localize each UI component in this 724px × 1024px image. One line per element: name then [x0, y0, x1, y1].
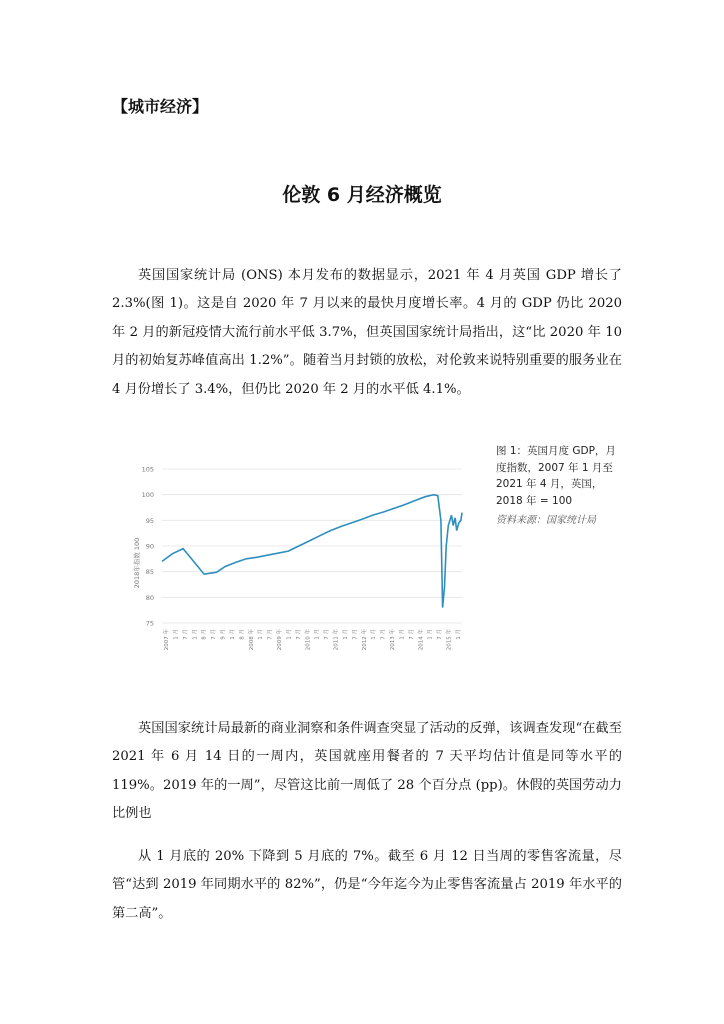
gdp-series-line [162, 495, 462, 608]
chart-x-tick-label: 9 月 [220, 629, 227, 640]
chart-y-axis-label: 2018年指数 100 [133, 537, 141, 589]
chart-x-tick-label: 7 月 [324, 629, 331, 640]
chart-x-tick-label: 2012 年 [361, 629, 368, 651]
chart-y-tick-label: 90 [145, 542, 154, 551]
chart-x-tick-label: 1 月 [314, 629, 321, 640]
chart-x-tick-label: 1 月 [371, 629, 378, 640]
chart-x-tick-label: 7 月 [295, 629, 302, 640]
chart-x-tick-label: 1 月 [286, 629, 293, 640]
chart-x-tick-label: 2010 年 [305, 629, 312, 651]
chart-x-tick-label: 1 月 [173, 629, 180, 640]
chart-x-tick-label: 7 月 [437, 629, 444, 640]
chart-y-tick-label: 95 [145, 516, 154, 525]
chart-y-tick-label: 80 [145, 593, 154, 602]
chart-x-tick-label: 7 月 [408, 629, 415, 640]
chart-x-tick-label: 1 月 [399, 629, 406, 640]
chart-x-tick-label: 7 月 [182, 629, 189, 640]
chart-svg [132, 455, 467, 655]
chart-x-tick-label: 2008 年 [248, 629, 255, 651]
chart-x-tick-label: 2013 年 [390, 629, 397, 651]
chart-x-tick-label: 1 月 [342, 629, 349, 640]
chart-x-tick-label: 7 月 [211, 629, 218, 640]
chart-x-tick-label: 1 月 [427, 629, 434, 640]
chart-x-tick-label: 1 月 [258, 629, 265, 640]
figure-caption-text: 图 1：英国月度 GDP，月度指数，2007 年 1 月至 2021 年 4 月，英国，2018 年 = 100 [496, 445, 616, 507]
figure-caption [496, 443, 626, 530]
paragraph-1: 英国国家统计局 (ONS) 本月发布的数据显示，2021 年 4 月英国 GDP 增长了 2.3%(图 1)。这是自 2020 年 7 月以来的最快月度增长率。4 月的 GDP 仍比 2020 年 2 月的新冠疫情大流行前水平低 3.7%，但英国国家统计局指出，这“比 2020 年 10 月的初始复苏峰值高出 1.2%”。随着当月封锁的放松，对伦敦来说特别重要的服务业在 4 月份增长了 3.4%，但仍比 2020 年 2 月的水平低 4.1%。 [112, 268, 622, 397]
section-tag: 【城市经济】 [112, 97, 209, 116]
chart-x-tick-label: 2011 年 [333, 629, 340, 651]
chart-x-tick-label: 8 月 [239, 629, 246, 640]
chart-x-tick-label: 7 月 [352, 629, 359, 640]
chart-x-tick-label: 2009 年 [277, 629, 284, 651]
chart-x-tick-label: 2014 年 [418, 629, 425, 651]
chart-x-tick-label: 1 月 [229, 629, 236, 640]
figure-source: 资料来源：国家统计局 [496, 515, 596, 526]
paragraph-3: 从 1 月底的 20% 下降到 5 月底的 7%。截至 6 月 12 日当周的零售客流量，尽管“达到 2019 年同期水平的 82%”，仍是“今年迄今为止零售客流量占 2019 年水平的第二高”。 [112, 849, 622, 921]
chart-y-tick-label: 75 [145, 619, 154, 628]
article-title: 伦敦 6 月经济概览 [282, 184, 442, 206]
chart-x-tick-label: 1 月 [456, 629, 462, 640]
chart-x-tick-label: 2015 年 [446, 629, 453, 651]
chart-y-tick-label: 85 [145, 568, 154, 577]
chart-x-tick-label: 1 月 [192, 629, 199, 640]
chart-y-tick-label: 105 [141, 465, 154, 474]
paragraph-2: 英国国家统计局最新的商业洞察和条件调查突显了活动的反弹，该调查发现“在截至 2021 年 6 月 14 日的一周内，英国就座用餐者的 7 天平均估计值是同等水平的 119%。2019 年的一周”，尽管这比前一周低了 28 个百分点 (pp)。休假的英国劳动力比例也 [112, 721, 622, 822]
gdp-line-chart [132, 455, 467, 655]
chart-x-tick-label: 7 月 [380, 629, 387, 640]
chart-x-tick-label: 2007 年 [164, 629, 170, 651]
chart-x-tick-label: 8 月 [201, 629, 208, 640]
chart-y-tick-label: 100 [141, 491, 154, 500]
chart-x-tick-label: 7 月 [267, 629, 274, 640]
